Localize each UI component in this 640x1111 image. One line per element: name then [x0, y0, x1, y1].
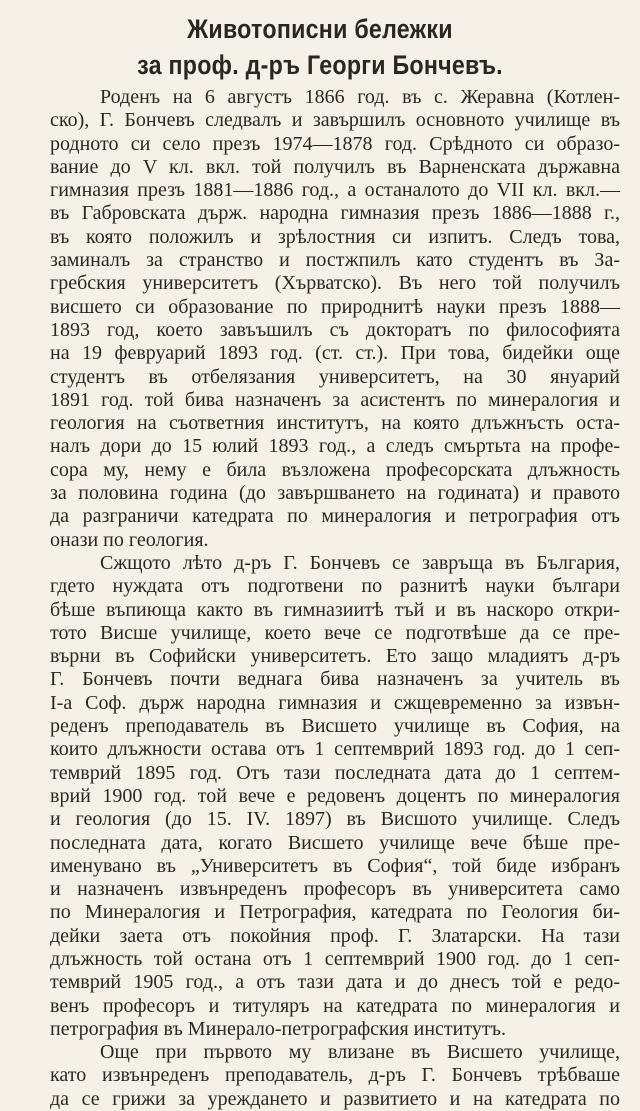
text-line: Още при първото му влизане въ Висшето училище, [100, 1041, 620, 1064]
text-line: ско), Г. Бончевъ следвалъ и завършилъ основното училище въ [50, 109, 620, 132]
text-line: длъжность той остана отъ 1 септемврий 1900 год. до 1 сеп- [50, 947, 620, 970]
text-line: онази по геология. [50, 528, 209, 551]
text-line: налъ дори до 15 юлий 1893 год., а следъ смъртьта на профе- [50, 435, 620, 458]
text-line: висшето си образование по природнитѣ науки презъ 1888— [50, 295, 620, 318]
text-line: въ която положилъ и зрѣлостния си изпитъ. Следъ това, [50, 225, 620, 248]
text-line: 1893 год, което завъъшилъ съ докторатъ по философията [50, 318, 620, 341]
text-line: върни въ Софийски университетъ. Ето защо младиятъ д-ръ [50, 645, 620, 668]
text-line: и назначенъ извънреденъ професоръ въ университета само [50, 878, 620, 901]
text-line: Сжщото лѣто д-ръ Г. Бончевъ се завръща въ България, [100, 551, 620, 574]
text-line: петрография въ Минерало-петрографския институтъ. [50, 1017, 506, 1040]
text-line: родното си село презъ 1974—1878 год. Срѣдното си образо- [50, 132, 620, 155]
text-line: дейки заета отъ покойния проф. Г. Златарски. На тази [50, 924, 620, 947]
text-line: да разграничи катедрата по минералогия и петрография отъ [50, 505, 620, 528]
text-line: Роденъ на 6 августъ 1866 год. въ с. Жеравна (Котлен- [100, 86, 620, 108]
text-line: гимназия презъ 1881—1886 год., а останалото до VII кл. вкл.— [50, 179, 620, 202]
text-line: тото Висше училище, което вече се подготвѣше да се пре- [50, 621, 620, 644]
text-line: студентъ въ отбелязания университетъ, на 30 януарий [50, 365, 620, 388]
text-line: които длъжности остава отъ 1 септемврий 1893 год. до 1 сеп- [50, 738, 620, 761]
text-line: I-а Соф. държ народна гимназия и сжщевременно за извън- [50, 691, 620, 714]
text-line: венъ професоръ и титуляръ на катедрата по минералогия и [50, 994, 620, 1017]
text-line: да се грижи за уреждането и развитието и на катедрата по [50, 1087, 620, 1110]
text-line: именувано въ „Университетъ въ София“, той биде избранъ [50, 854, 620, 877]
text-line: гребския университетъ (Хърватско). Въ него той получилъ [50, 272, 620, 295]
text-line: вание до V кл. вкл. той получилъ въ Варненската държавна [50, 155, 620, 178]
text-line: сора му, нему е била възложена професорската длъжность [50, 458, 620, 481]
text-line: темврий 1905 год., а отъ тази дата и до днесъ той е редо- [50, 971, 620, 994]
text-line: гдето нуждата отъ подготвени по разнитѣ науки българи [50, 575, 620, 598]
text-line: Г. Бончевъ почти веднага бива назначенъ за учитель въ [50, 668, 620, 691]
text-line: последната дата, когато Висшето училище вече бѣше пре- [50, 831, 620, 854]
text-line: заминалъ за странство и постжпилъ като студентъ въ За- [50, 249, 620, 272]
text-line: геология на съответния институтъ, на която длъжнъсть оста- [50, 412, 620, 435]
text-line: като извънреденъ преподаватель, д-ръ Г. Бончевъ трѣбваше [50, 1064, 620, 1087]
text-line: по Минералогия и Петрография, катедрата по Геология би- [50, 901, 620, 924]
document-title: Животописни бележки [187, 14, 453, 44]
document-body [50, 86, 620, 1111]
text-line: и геология (до 15. IV. 1897) въ Висшото училище. Следъ [50, 808, 620, 831]
text-line: за половина година (до завършването на годината) и правото [50, 482, 620, 505]
text-line: въ Габровската държ. народна гимназия презъ 1886—1888 г., [50, 202, 620, 225]
text-line: врий 1900 год. той вече е редовенъ доцентъ по минералогия [50, 784, 620, 807]
text-line: темврий 1895 год. Отъ тази последната дата до 1 септем- [50, 761, 620, 784]
text-line: реденъ преподаватель въ Висшето училище въ София, на [50, 715, 620, 738]
text-line: бѣше въпиюща както въ гимназиитѣ тъй и въ наскоро откри- [50, 598, 620, 621]
text-line: на 19 февруарий 1893 год. (ст. ст.). При това, бидейки още [50, 342, 620, 365]
text-line: 1891 год. той бива назначенъ за асистентъ по минералогия и [50, 388, 620, 411]
document-subtitle: за проф. д-ръ Георги Бончевъ. [137, 50, 503, 80]
